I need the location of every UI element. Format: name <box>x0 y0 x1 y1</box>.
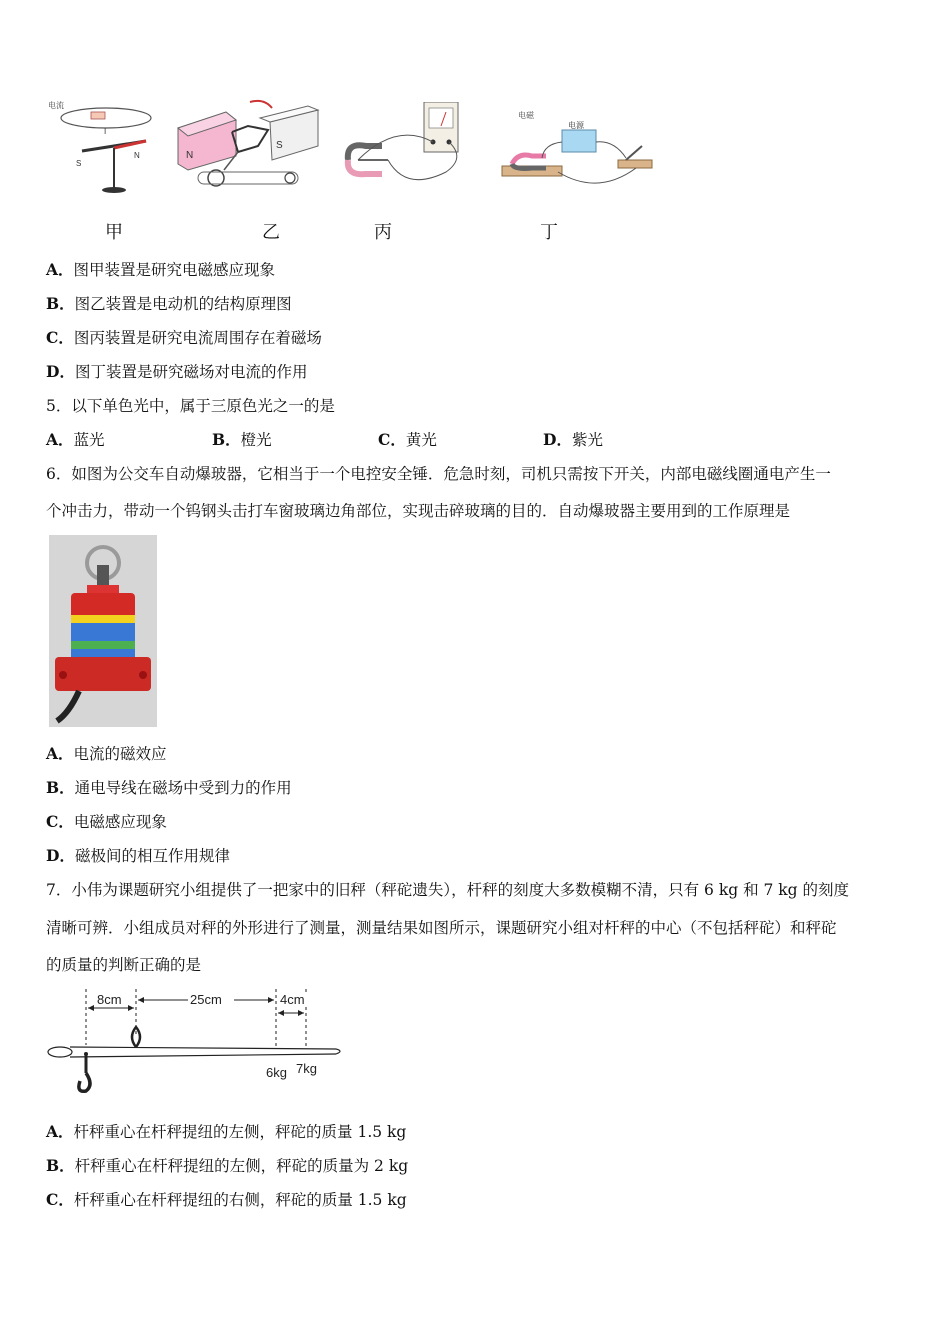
q7-option-b: B．杆秤重心在杆秤提纽的左侧，秤砣的质量为 2 kg <box>46 1156 409 1175</box>
q5-option-d: D．紫光 <box>543 430 603 449</box>
q6-stem-line1: 6．如图为公交车自动爆玻器，它相当于一个电控安全锤．危急时刻，司机只需按下开关，内部电磁线圈通电产生一 <box>46 465 831 483</box>
caption-ding: 丁 <box>540 222 558 243</box>
q7-stem-line1: 7．小伟为课题研究小组提供了一把家中的旧秤（秤砣遗失），杆秤的刻度大多数模糊不清，只有 6 kg 和 7 kg 的刻度 <box>46 881 850 899</box>
q6-option-a: A．电流的磁效应 <box>46 744 167 763</box>
jia-label-s: S <box>76 159 82 168</box>
yi-label-s: S <box>276 140 283 151</box>
jia-label-n: N <box>134 151 140 160</box>
caption-bing: 丙 <box>374 222 392 243</box>
q5-option-b: B．橙光 <box>212 430 272 449</box>
figure-yi <box>172 98 322 198</box>
q4-option-b: B．图乙装置是电动机的结构原理图 <box>46 294 292 313</box>
figure-bing <box>336 102 466 197</box>
q4-option-d: D．图丁装置是研究磁场对电流的作用 <box>46 362 308 381</box>
q7-dim-25cm: 25cm <box>190 992 222 1007</box>
q7-steelyard-figure <box>44 985 349 1100</box>
figure-jia <box>46 96 156 201</box>
q7-mark-7kg: 7kg <box>296 1061 317 1076</box>
q7-dim-8cm: 8cm <box>97 992 122 1007</box>
q6-stem-line2: 个冲击力，带动一个钨钢头击打车窗玻璃边角部位，实现击碎玻璃的目的．自动爆玻器主要用到的工作原理是 <box>46 502 791 520</box>
q6-device-photo <box>49 535 157 727</box>
ding-label-top: 电磁 <box>518 111 534 120</box>
q5-option-a: A．蓝光 <box>46 430 105 449</box>
ding-label-box: 电源 <box>568 121 584 130</box>
q7-option-a: A．杆秤重心在杆秤提纽的左侧，秤砣的质量 1.5 kg <box>46 1122 407 1141</box>
q7-dim-4cm: 4cm <box>280 992 305 1007</box>
caption-jia: 甲 <box>105 222 123 243</box>
q4-option-c: C．图丙装置是研究电流周围存在着磁场 <box>46 328 322 347</box>
q6-option-c: C．电磁感应现象 <box>46 812 167 831</box>
jia-label-top: 电流 <box>48 101 64 110</box>
q7-mark-6kg: 6kg <box>266 1065 287 1080</box>
q7-option-c: C．杆秤重心在杆秤提纽的右侧，秤砣的质量 1.5 kg <box>46 1190 407 1209</box>
q4-option-a: A．图甲装置是研究电磁感应现象 <box>46 260 276 279</box>
q7-stem-line2: 清晰可辨．小组成员对秤的外形进行了测量，测量结果如图所示，课题研究小组对杆秤的中心（不包括秤砣）和秤砣 <box>46 919 837 937</box>
q5-stem: 5．以下单色光中，属于三原色光之一的是 <box>46 397 335 415</box>
figure-ding <box>498 106 660 198</box>
caption-yi: 乙 <box>262 222 280 243</box>
jia-label-i: I <box>104 127 107 136</box>
q7-stem-line3: 的质量的判断正确的是 <box>46 956 202 974</box>
yi-label-n: N <box>186 150 194 161</box>
q5-option-c: C．黄光 <box>378 430 437 449</box>
q6-option-b: B．通电导线在磁场中受到力的作用 <box>46 778 292 797</box>
q6-option-d: D．磁极间的相互作用规律 <box>46 846 230 865</box>
